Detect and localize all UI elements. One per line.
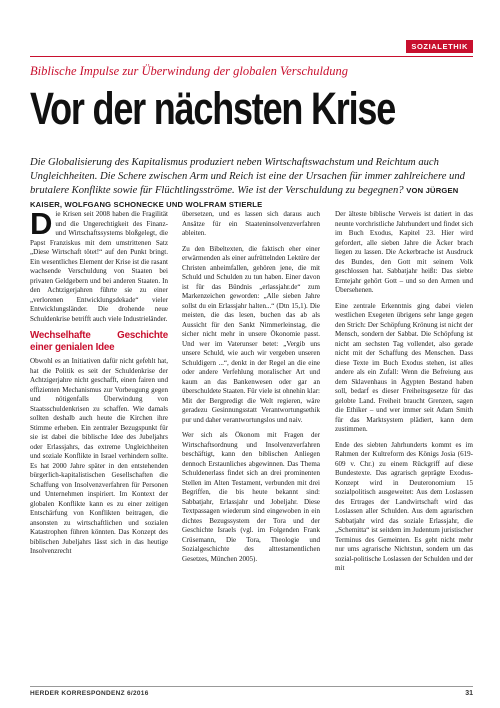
publication-name: HERDER KORRESPONDENZ (30, 690, 125, 697)
headline: Vor der nächsten Krise (30, 83, 396, 134)
paragraph: Wer sich als Ökonom mit Fragen der Wirtschaftsordnung und Insolvenzverfahren beschäftigt, kann den biblischen Anliegen dennoch Erstaunliches abgewinnen. Das Thema Schuldenerlass findet sich an drei prominenten Stellen im Alten Testament, verbunden mit drei Begriffen, die bis heute bekannt sind: Sabbatjahr, Erlassjahr und Jobeljahr. Diese Textpassagen wiederum sind eingewoben in ein dichtes Bezugssystem der Tora und der Geschichte Israels (vgl. im Folgenden Frank Crüsemann, Die Tora, Theologie und Sozialgeschichte des alttestamentlichen Gesetzes, München 2005). (182, 431, 320, 563)
column-2 (182, 210, 320, 684)
paragraph (30, 210, 168, 324)
article-body (30, 210, 473, 684)
page-number: 31 (465, 690, 473, 697)
lead-text: Die Globalisierung des Kapitalismus produziert neben Wirtschaftswachstum und Reichtum auch Ungleichheiten. Die Schere zwischen Arm und Reich ist eine der Ursachen für immer zahlreichere und brutalere Konflikte sowie für Flüchtlingsströme. Wie ist der Verschuldung zu begegnen? (30, 157, 465, 196)
paragraph: Zu den Bibeltexten, die faktisch eher einer erwärmenden als einer aufrüttelnden Lektüre der Christen anheimfallen, gehören jene, die mit Schuld und Schulden zu tun haben. Einer davon ist für das Bündnis „erlassjahr.de“ zum Markenzeichen geworden: „Alle sieben Jahre sollst du ein Erlassjahr halten...“ (Dtn 15,1). Die meisten, die das lesen, buchen das ab als Aussicht für den Sankt Nimmerleinstag, die sicher nicht mehr in unsere Ökonomie passt. Und wer im Vaterunser betet: „Vergib uns unsere Schuld, wie auch wir vergeben unseren Schuldigern ...“, denkt in der Regel an die eine oder andere Verfehlung moralischer Art und kaum an das Bankenwesen oder gar an überschuldete Staaten. Für viele ist ohnehin klar: Mit der Bergpredigt die Welt regieren, wäre geradezu Gesinnungsstatt Verantwortungsethik pur und daher verantwortungslos und naiv. (182, 244, 320, 424)
column-3 (335, 210, 473, 684)
issue-number: 6/2016 (126, 690, 149, 697)
column-1 (30, 210, 168, 684)
top-rule (30, 56, 473, 57)
paragraph: Der älteste biblische Verweis ist datiert in das neunte vorchristliche Jahrhundert und findet sich im Buch Exodus, Kapitel 23. Hier wird gefordert, alle sieben Jahre die Äcker brach liegen zu lassen. Die Ackerbrache ist Ausdruck des Bundes, den Gott mit seinem Volk geschlossen hat. Sabbatjahr heißt: Das siebte Erntejahr gehört Gott – und so den Armen und Übersehenen. (335, 210, 473, 294)
paragraph-text: ie Krisen seit 2008 haben die Fragilität und die Ungerechtigkeit des Finanz- und Wirtschaftssystems bloßgelegt, die Papst Franziskus mit dem umstrittenen Satz „Diese Wirtschaft tötet!“ auf den Punkt bringt. Ein wesentliches Element der Krise ist die rasant wachsende Verschuldung von Staaten bei privaten Geldgebern und bei anderen Staaten. In den Achtzigerjahren führte sie zu einer „verlorenen Entwicklungsdekade“ vieler Entwicklungsländer. Die drohende neue Schuldenkrise betrifft auch viele Industrieländer. (30, 210, 168, 323)
drop-cap: D (30, 210, 53, 241)
paragraph: Obwohl es an Initiativen dafür nicht gefehlt hat, hat die Politik es seit der Schuldenkrise der Achtzigerjahre nicht geschafft, einen fairen und effizienten Mechanismus zur Vorbeugung gegen und nötigenfalls Überwindung von Staatsschuldenkrisen zu schaffen. Wie damals sollten deshalb auch heute die Kirchen ihre Stimme erheben. Ein zentraler Bezugspunkt für sie ist dabei die biblische Idee des Jubeljahrs oder Erlassjahrs, das extreme Ungleichheiten und soziale Konflikte in Israel verhindern sollte. Es hat 2000 Jahre später in den entstehenden bürgerlich-kapitalistischen Gesellschaften die Schaffung von Insolvenzverfahren für Personen und Unternehmen inspiriert. Im Kontext der globalen Konflikte kann es zu einer zeitigen Entschärfung von Konflikten beitragen, die ansonsten zu wirtschaftlichen und sozialen Katastrophen führen könnten. Das Konzept des biblischen Jubeljahrs lässt sich in das heutige Insolvenzrecht (30, 357, 168, 555)
page-footer (30, 686, 473, 699)
paragraph: Eine zentrale Erkenntnis ging dabei vielen westlichen Exegeten übrigens sehr lange gegen den Strich: Der Schöpfung Krönung ist nicht der Mensch, sondern der Sabbat. Die Schöpfung ist nicht am sechsten Tag vollendet, also gerade nicht mit der Schaffung des Menschen. Dass diese Texte im Buch Exodus stehen, ist alles andere als ein Zufall: Wenn die Befreiung aus dem Sklavenhaus in Ägypten Bestand haben soll, bedarf es dieser Freiheitsgesetze für das gelobte Land. Freiheit braucht Grenzen, sagen die Ethiker – und wer immer seit Adam Smith für das Marktsystem plädiert, kann dem zustimmen. (335, 301, 473, 433)
paragraph: Ende des siebten Jahrhunderts kommt es im Rahmen der Kultreform des Königs Josia (619-609 v. Chr.) zu einem Rückgriff auf diese Bundestexte. Das agrarisch geprägte Exodus-Konzept wird in Deuteronomium 15 sozialpolitisch ausgeweitet: Aus dem Loslassen des Ertrages der Landwirtschaft wird das Loslassen aller Schulden. Aus dem agrarischen Sabbatjahr wird das soziale Erlassjahr, die „Schemitta“ ist seitdem im Judentum juristischer Terminus des Gemeinten. Es geht nicht mehr nur ums agrarische Nichtstun, sondern um das sozial-politische Loslassen der Schulden und der mit (335, 440, 473, 572)
subheading: Wechselhafte Geschichte einer genialen Idee (30, 330, 168, 353)
footer-publication (30, 690, 149, 697)
section-tag: SOZIALETHIK (406, 40, 473, 53)
lead-paragraph (30, 156, 475, 212)
authors-byline: VON JÜRGEN KAISER, WOLFGANG SCHONECKE UND WOLFRAM STIERLE (30, 186, 459, 209)
paragraph: übersetzen, und es lassen sich daraus auch Ansätze für ein Staateninsolvenzverfahren ableiten. (182, 210, 320, 237)
kicker: Biblische Impulse zur Überwindung der globalen Verschuldung (30, 64, 349, 78)
